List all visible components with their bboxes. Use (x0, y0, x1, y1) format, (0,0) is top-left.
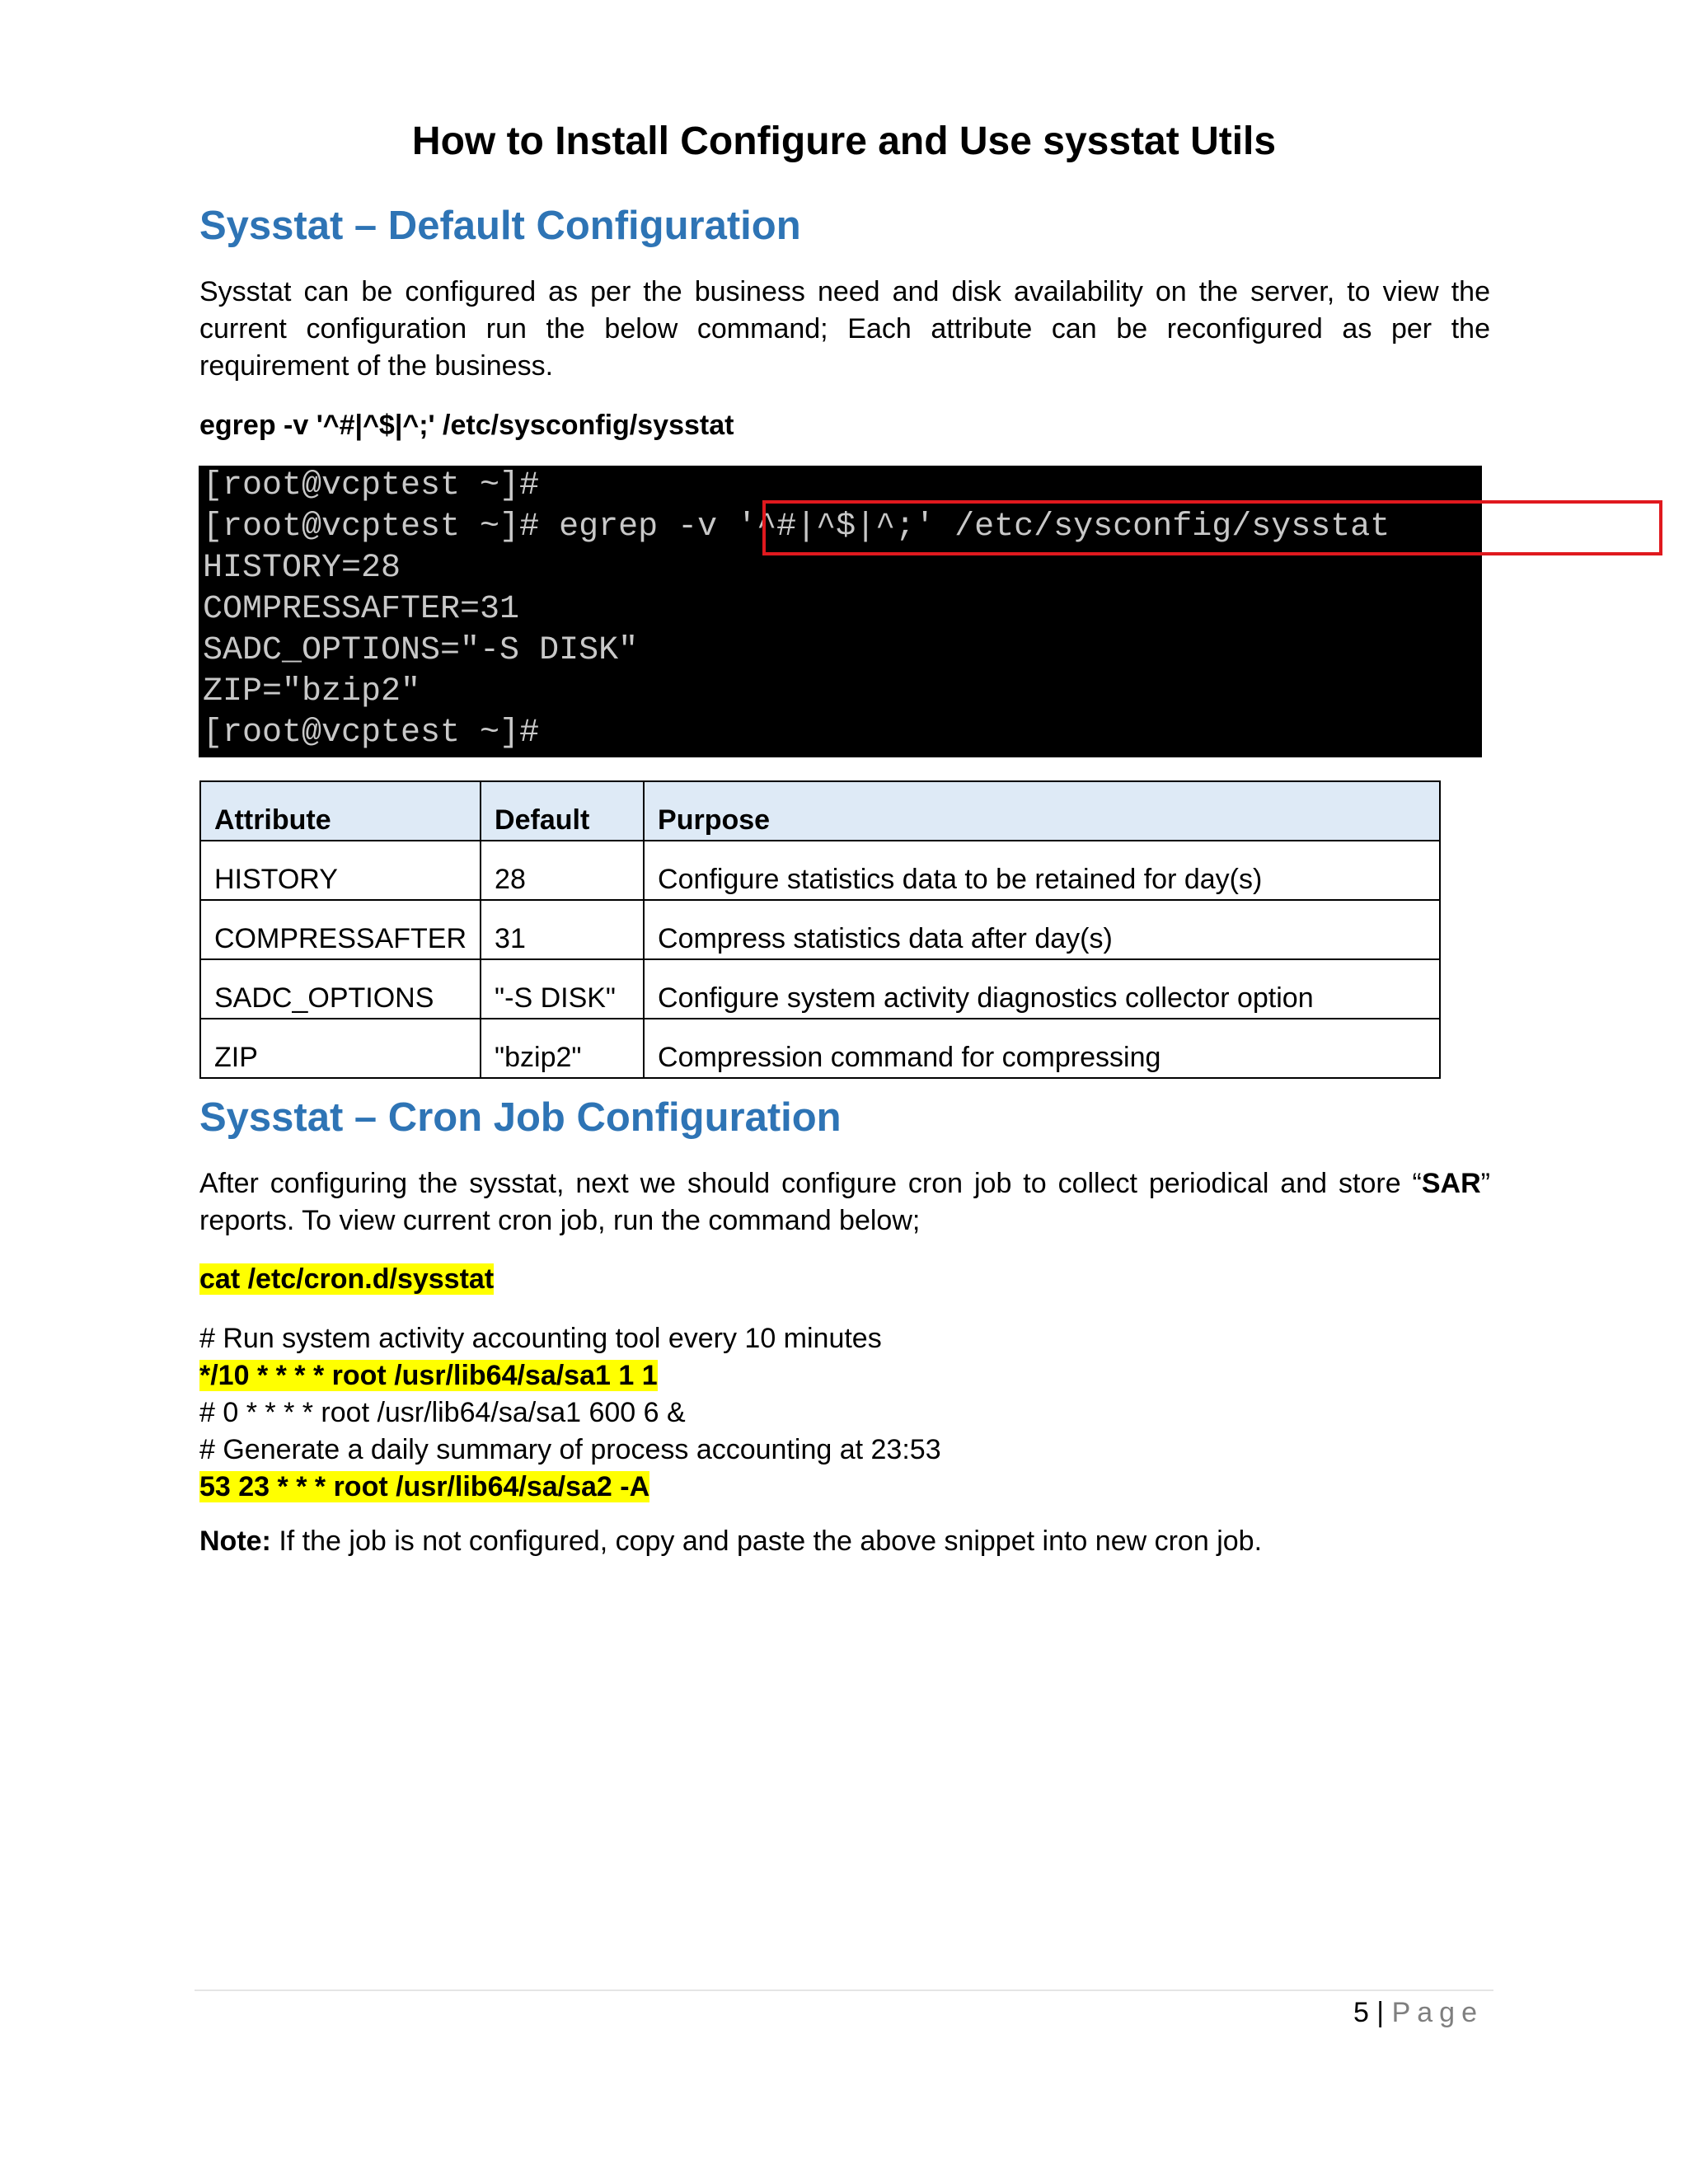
cron-entry-sa2 (199, 1469, 649, 1506)
cron-entry-sa1 (199, 1357, 658, 1394)
table-cell: COMPRESSAFTER (200, 900, 481, 959)
table-cell: ZIP (200, 1019, 481, 1078)
note (199, 1523, 1262, 1560)
note-text: If the job is not configured, copy and paste the above snippet into new cron job. (270, 1526, 1263, 1557)
cron-paragraph (199, 1165, 1490, 1240)
terminal-line: SADC_OPTIONS="-S DISK" (203, 632, 639, 669)
cron-entry-text: 53 23 * * * root /usr/lib64/sa/sa2 -A (199, 1471, 650, 1502)
page-title: How to Install Configure and Use sysstat Utils (411, 120, 1277, 163)
column-header: Default (481, 781, 644, 841)
table-cell: 31 (481, 900, 644, 959)
terminal-line: [root@vcptest ~]# (203, 715, 540, 752)
table-cell: "bzip2" (481, 1019, 644, 1078)
column-header: Purpose (644, 781, 1440, 841)
cron-paragraph-text: ” reports. To view current cron job, run the command below; (199, 1168, 1490, 1236)
table-cell: Configure statistics data to be retained for day(s) (644, 841, 1440, 900)
section-heading-cron-job: Sysstat – Cron Job Configuration (199, 1095, 842, 1140)
table-row (200, 841, 1440, 900)
table-header-row (200, 781, 1440, 841)
sar-bold: SAR (1421, 1168, 1481, 1199)
column-header: Attribute (200, 781, 481, 841)
table-cell: 28 (481, 841, 644, 900)
page-footer (1353, 1994, 1484, 2032)
cron-comment: # 0 * * * * root /usr/lib64/sa/sa1 600 6 & (199, 1397, 686, 1428)
attribute-table (199, 780, 1441, 1079)
terminal-screenshot (199, 466, 1482, 757)
table-row (200, 1019, 1440, 1078)
footer-separator: | (1368, 1997, 1392, 2028)
page-number: 5 (1353, 1997, 1369, 2028)
table-cell: Compress statistics data after day(s) (644, 900, 1440, 959)
terminal-line: [root@vcptest ~]# egrep -v '^#|^$|^;' /etc/sysconfig/sysstat (203, 509, 1390, 546)
cat-command-text: cat /etc/cron.d/sysstat (199, 1263, 495, 1295)
table-cell: HISTORY (200, 841, 481, 900)
intro-paragraph: Sysstat can be configured as per the business need and disk availability on the server, to view the current configuration run the below command; Each attribute can be reconfigured as per the requirement of the business. (199, 276, 1490, 382)
command-highlight-box (762, 500, 1662, 555)
egrep-command: egrep -v '^#|^$|^;' /etc/sysconfig/sysstat (199, 410, 734, 441)
table-row (200, 900, 1440, 959)
table-cell: "-S DISK" (481, 959, 644, 1019)
cron-paragraph-text: After configuring the sysstat, next we should configure cron job to collect periodical and store “ (199, 1168, 1422, 1199)
cron-comment: # Generate a daily summary of process accounting at 23:53 (199, 1434, 941, 1465)
terminal-line: ZIP="bzip2" (203, 673, 421, 710)
cat-command (199, 1261, 494, 1298)
table-cell: Compression command for compressing (644, 1019, 1440, 1078)
page-label: Page (1391, 1997, 1484, 2028)
cron-comment: # Run system activity accounting tool every 10 minutes (199, 1323, 882, 1354)
footer-divider (195, 1990, 1493, 1991)
terminal-line: [root@vcptest ~]# (203, 467, 540, 504)
table-cell: Configure system activity diagnostics collector option (644, 959, 1440, 1019)
cron-entry-text: */10 * * * * root /usr/lib64/sa/sa1 1 1 (199, 1360, 658, 1391)
note-label: Note: (199, 1526, 271, 1557)
table-cell: SADC_OPTIONS (200, 959, 481, 1019)
table-row (200, 959, 1440, 1019)
terminal-line: HISTORY=28 (203, 550, 401, 587)
section-heading-default-configuration: Sysstat – Default Configuration (199, 204, 801, 248)
terminal-line: COMPRESSAFTER=31 (203, 591, 520, 628)
